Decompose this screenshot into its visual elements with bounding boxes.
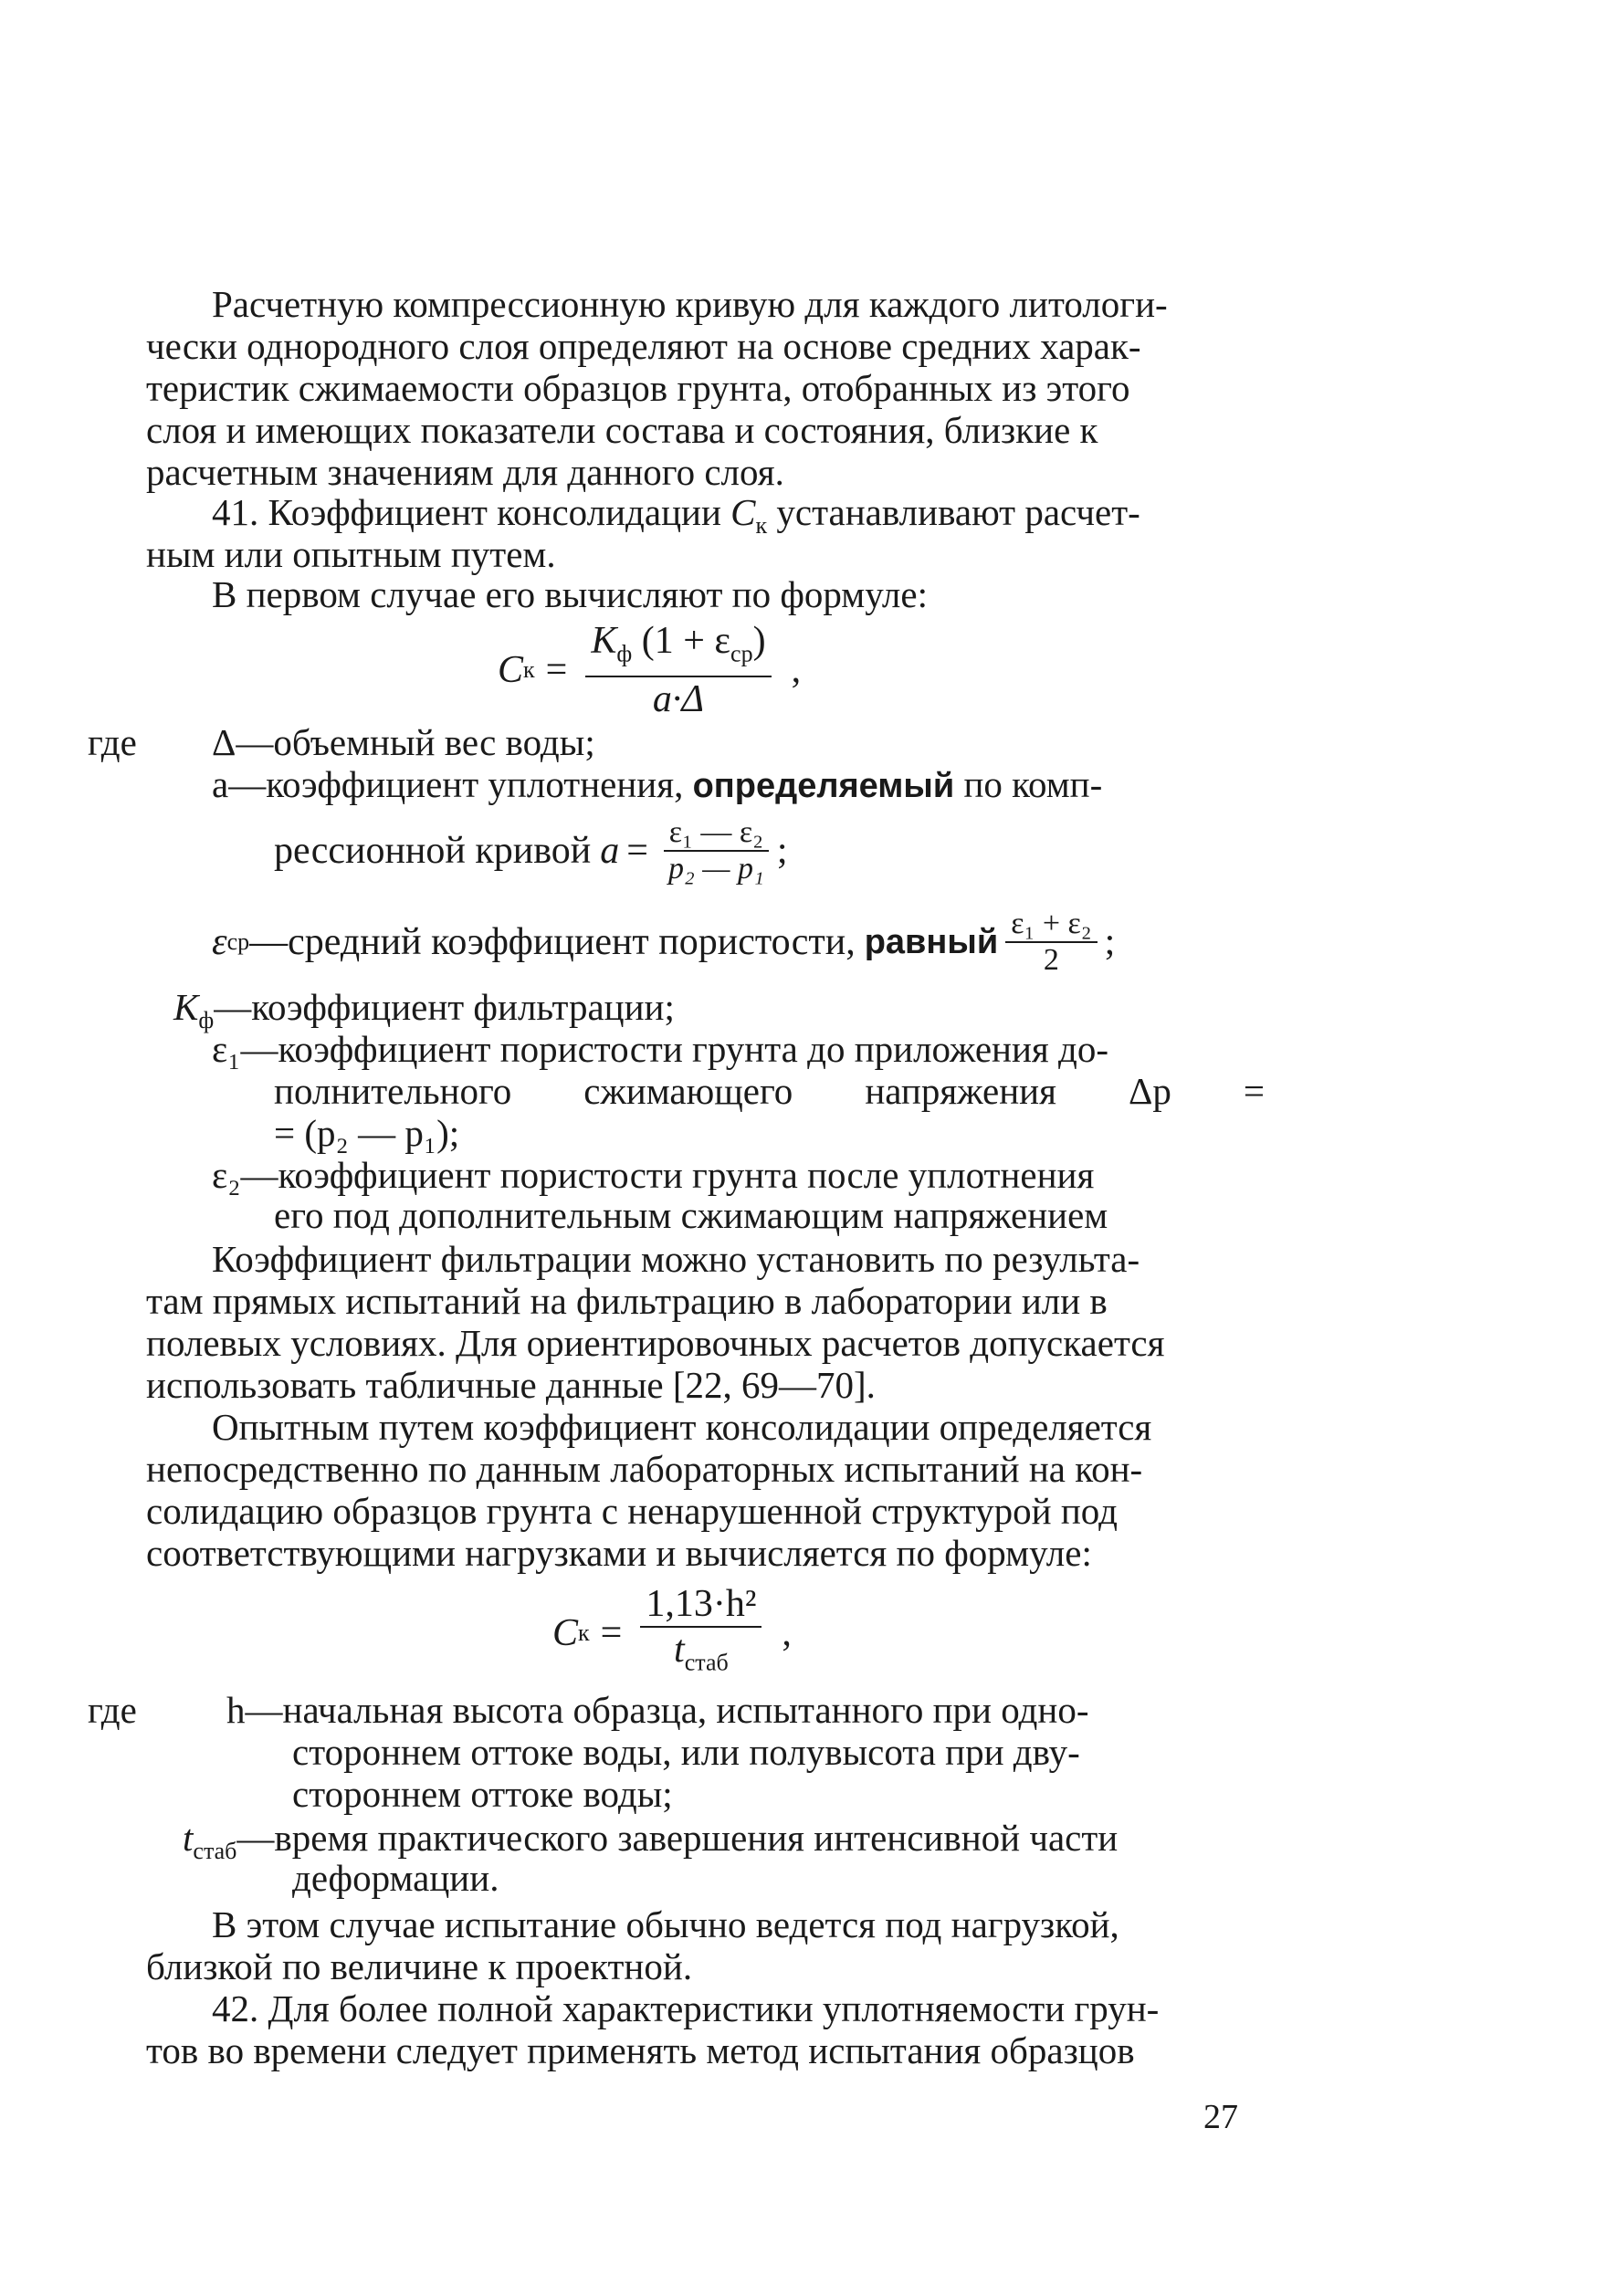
text-span: —время практического завершения интенсивной части — [236, 1817, 1119, 1859]
formula-fraction — [663, 817, 770, 885]
definition-h: h—начальная высота образца, испытанного при одно- — [226, 1689, 1089, 1731]
definition-eps-avg — [212, 908, 1115, 976]
text-line: Расчетную компрессионную кривую для каждого литологи- — [212, 283, 1168, 325]
text-line: близкой по величине к проектной. — [146, 1945, 693, 1987]
section-42-line: 42. Для более полной характеристики уплотняемости грун- — [212, 1987, 1160, 2029]
section-number: 41. — [212, 491, 259, 533]
formula-lhs: C — [498, 649, 524, 692]
text-span: —коэффициент фильтрации; — [214, 986, 675, 1028]
formula-equals: = — [600, 1612, 623, 1655]
page-number: 27 — [1203, 2098, 1238, 2136]
formula-denominator: a·Δ — [652, 678, 705, 721]
math-subscript: к — [755, 512, 768, 540]
definition-eps2: ε₂—коэффициент пористости грунта после уплотнения — [212, 1154, 1095, 1196]
where-label: где — [88, 721, 137, 763]
text-span: a—коэффициент уплотнения, — [212, 763, 684, 805]
definition-eps1-cont: = (p₂ — p₁); — [274, 1112, 460, 1154]
formula-numerator: 1,13·h² — [640, 1584, 761, 1628]
text-span: ; — [776, 830, 788, 872]
formula-fraction — [1005, 908, 1097, 976]
text-line: там прямых испытаний на фильтрацию в лаборатории или в — [146, 1280, 1108, 1322]
text-line: теристик сжимаемости образцов грунта, отобранных из этого — [146, 367, 1130, 409]
text-line: слоя и имеющих показатели состава и состояния, близкие к — [146, 409, 1098, 451]
text-line: полевых условиях. Для ориентировочных расчетов допускается — [146, 1322, 1165, 1364]
text-span: ; — [1104, 921, 1116, 963]
text-line: Опытным путем коэффициент консолидации определяется — [212, 1406, 1152, 1448]
text-span: рессионной кривой — [274, 830, 592, 872]
definition-h-cont: стороннем оттоке воды; — [292, 1773, 673, 1815]
math-text: ) — [752, 620, 766, 662]
text-line: соответствующими нагрузками и вычисляется по формуле: — [146, 1532, 1092, 1574]
formula-consolidation-2 — [552, 1584, 792, 1683]
math-subscript: ф — [198, 1007, 215, 1034]
text-line: использовать табличные данные [22, 69—70]. — [146, 1364, 876, 1406]
definition-eps1: ε₁—коэффициент пористости грунта до приложения до- — [212, 1028, 1109, 1070]
math-subscript: стаб — [193, 1838, 237, 1865]
formula-fraction — [585, 621, 771, 719]
text-line: непосредственно по данным лабораторных испытаний на кон- — [146, 1448, 1143, 1490]
definition-a — [212, 763, 1102, 807]
text-span: —средний коэффициент пористости, — [249, 921, 856, 963]
definition-a-formula — [274, 817, 788, 885]
text-span: по комп- — [963, 763, 1103, 805]
formula-numerator: ε₁ — ε₂ — [664, 817, 769, 852]
text-line: ным или опытным путем. — [146, 533, 556, 575]
math-text: (1 + ε — [641, 620, 731, 662]
text-line: чески однородного слоя определяют на основе средних харак- — [146, 325, 1141, 367]
text-line: В первом случае его вычисляют по формуле: — [212, 573, 928, 615]
math-variable: C — [730, 491, 756, 533]
formula-lhs: C — [552, 1612, 579, 1655]
definition-eps2-cont: его под дополнительным сжимающим напряжением — [274, 1194, 1108, 1236]
definition-tstab-cont: деформации. — [292, 1857, 499, 1899]
definition-eps1-cont: полнительного сжимающего напряжения Δp = — [274, 1070, 1265, 1112]
math-variable: K — [173, 986, 199, 1028]
text-span: равный — [864, 923, 999, 961]
math-variable: ε — [212, 921, 227, 963]
formula-lhs-subscript: к — [578, 1620, 590, 1647]
formula-denominator: 2 — [1043, 943, 1059, 977]
formula-equals: = — [626, 830, 648, 872]
text-line: Коэффициент фильтрации можно установить по результа- — [212, 1238, 1140, 1280]
text-span: определяемый — [692, 767, 955, 805]
math-subscript: ср — [226, 928, 250, 955]
definition-delta: Δ—объемный вес воды; — [212, 721, 595, 763]
math-variable: a — [600, 830, 620, 872]
formula-numerator — [585, 621, 771, 677]
definition-h-cont: стороннем оттоке воды, или полувысота при дву- — [292, 1731, 1080, 1773]
text-line: В этом случае испытание обычно ведется под нагрузкой, — [212, 1903, 1119, 1945]
formula-comma: , — [782, 1612, 792, 1655]
text-line: расчетным значениям для данного слоя. — [146, 451, 784, 493]
math-variable: t — [183, 1817, 194, 1859]
where-label: где — [88, 1689, 137, 1731]
formula-denominator: p₂ — p₁ — [667, 852, 764, 886]
math-subscript: стаб — [684, 1649, 729, 1676]
math-variable: t — [674, 1629, 685, 1671]
formula-numerator: ε₁ + ε₂ — [1005, 908, 1097, 943]
text-span: Коэффициент консолидации — [268, 491, 721, 533]
formula-fraction — [640, 1584, 761, 1683]
math-subscript: ср — [730, 640, 753, 667]
formula-comma: , — [791, 649, 802, 692]
formula-lhs-subscript: к — [523, 656, 535, 684]
text-line: тов во времени следует применять метод испытания образцов — [146, 2029, 1135, 2071]
math-variable: K — [591, 620, 617, 662]
formula-equals: = — [545, 649, 568, 692]
text-line: солидацию образцов грунта с ненарушенной структурой под — [146, 1490, 1118, 1532]
math-subscript: ф — [616, 640, 633, 667]
text-span: устанавливают расчет- — [776, 491, 1140, 533]
formula-denominator — [668, 1628, 734, 1683]
formula-consolidation-1 — [498, 621, 801, 719]
